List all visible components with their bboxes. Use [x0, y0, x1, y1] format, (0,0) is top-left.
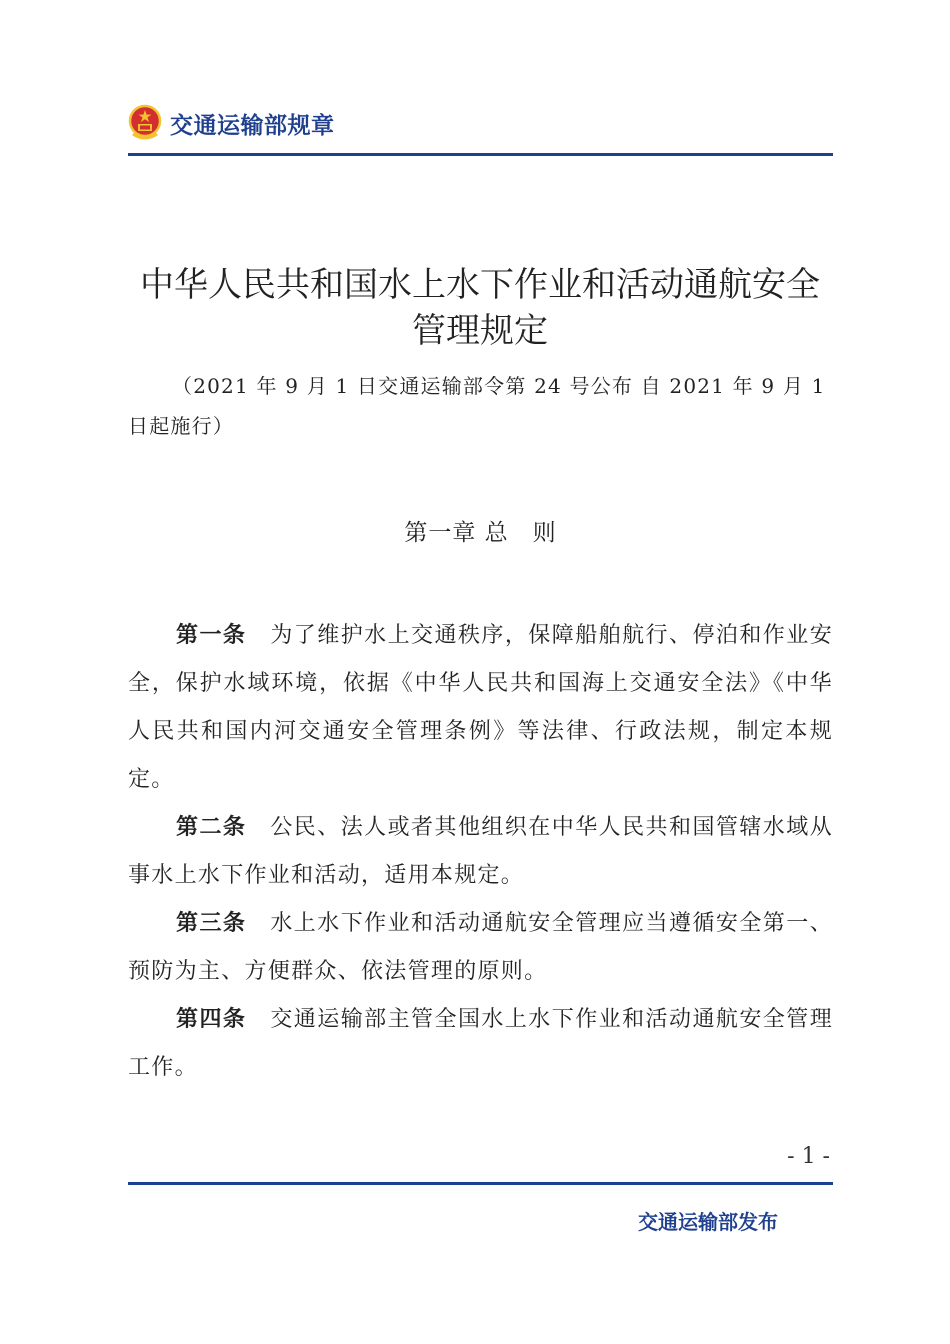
- article-3: [128, 900, 833, 996]
- national-emblem-icon: [128, 104, 162, 142]
- article-number: 第一条: [176, 623, 247, 648]
- article-text: 公民、法人或者其他组织在中华人民共和国管辖水域从事水上水下作业和活动，适用本规定。: [128, 815, 834, 888]
- article-4: [128, 996, 833, 1092]
- header-title: 交通运输部规章: [170, 112, 335, 139]
- article-text: 水上水下作业和活动通航安全管理应当遵循安全第一、预防为主、方便群众、依法管理的原则。: [128, 911, 834, 984]
- document-title: [110, 262, 850, 354]
- article-text: 为了维护水上交通秩序，保障船舶航行、停泊和作业安全，保护水域环境，依据《中华人民共和国海上交通安全法》《中华人民共和国内河交通安全管理条例》等法律、行政法规，制定本规定。: [128, 623, 834, 792]
- footer-publisher: 交通运输部发布: [638, 1210, 778, 1234]
- footer-divider: [128, 1182, 833, 1185]
- page-number: - 1 -: [787, 1144, 830, 1169]
- article-number: 第三条: [176, 911, 247, 936]
- article-number: 第四条: [176, 1007, 247, 1032]
- article-2: [128, 804, 833, 900]
- chapter-heading: 第一章 总 则: [404, 520, 557, 546]
- page-header: [128, 100, 335, 146]
- article-number: 第二条: [176, 815, 247, 840]
- title-line-2: 管理规定: [412, 311, 548, 351]
- article-1: [128, 612, 833, 804]
- header-divider: [128, 153, 833, 156]
- article-list: [128, 612, 833, 1092]
- article-text: 交通运输部主管全国水上水下作业和活动通航安全管理工作。: [128, 1007, 834, 1080]
- title-line-1: 中华人民共和国水上水下作业和活动通航安全: [140, 265, 820, 305]
- document-subtitle: （2021 年 9 月 1 日交通运输部令第 24 号公布 自 2021 年 9 月 1 日起施行）: [128, 374, 826, 438]
